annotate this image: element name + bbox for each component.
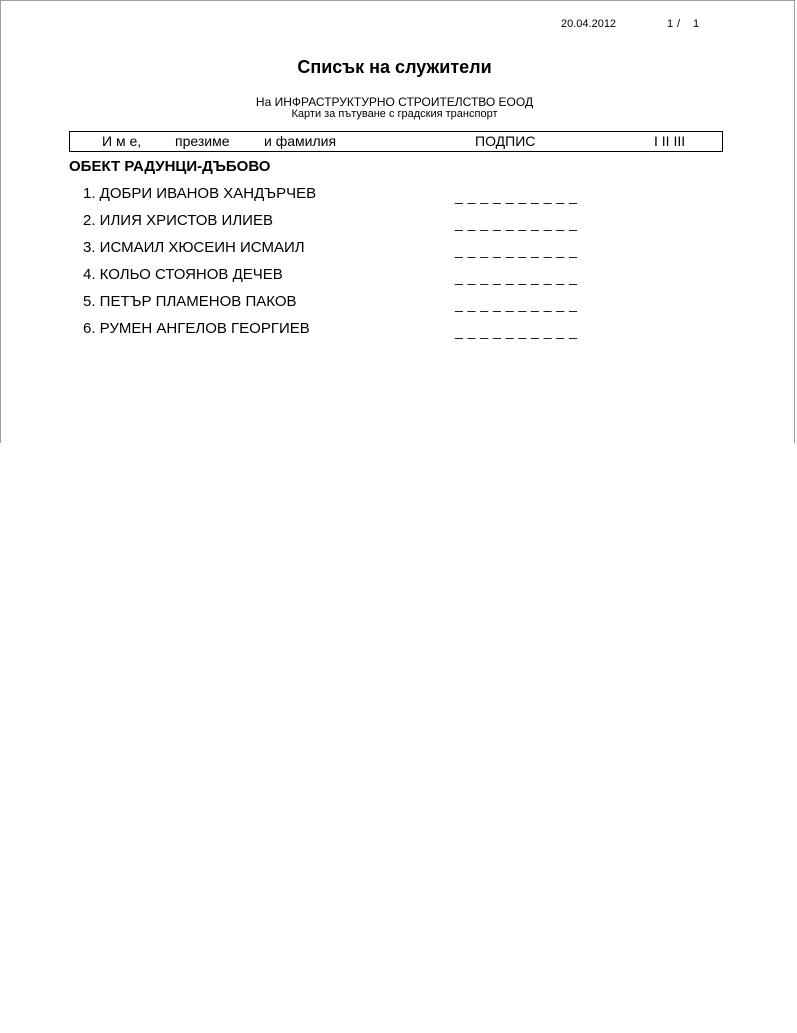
column-header-family-name: и фамилия (264, 133, 337, 149)
signature-line: _ _ _ _ _ _ _ _ _ _ (455, 215, 578, 231)
report-description: Карти за пътуване с градския транспорт (291, 108, 498, 120)
report-title: Списък на служители (297, 57, 492, 77)
employee-name: 2. ИЛИЯ ХРИСТОВ ИЛИЕВ (83, 212, 273, 229)
report-page (0, 0, 795, 443)
column-header-middle-name: презиме (175, 133, 230, 149)
employee-row (83, 212, 643, 232)
signature-line: _ _ _ _ _ _ _ _ _ _ (455, 269, 578, 285)
company-subtitle: На ИНФРАСТРУКТУРНО СТРОИТЕЛСТВО ЕООД (255, 95, 534, 109)
signature-line: _ _ _ _ _ _ _ _ _ _ (455, 323, 578, 339)
signature-line: _ _ _ _ _ _ _ _ _ _ (455, 296, 578, 312)
employee-name: 6. РУМЕН АНГЕЛОВ ГЕОРГИЕВ (83, 320, 310, 337)
employee-name: 1. ДОБРИ ИВАНОВ ХАНДЪРЧЕВ (83, 185, 317, 202)
employee-name: 4. КОЛЬО СТОЯНОВ ДЕЧЕВ (83, 266, 283, 283)
signature-line: _ _ _ _ _ _ _ _ _ _ (455, 242, 578, 258)
page-total: 1 (693, 18, 700, 30)
employee-row (83, 239, 643, 259)
employee-row (83, 185, 643, 205)
section-heading: ОБЕКТ РАДУНЦИ-ДЪБОВО (69, 158, 271, 175)
employee-row (83, 320, 643, 340)
column-header-bar (69, 131, 723, 152)
page-separator: / (677, 18, 681, 30)
print-date: 20.04.2012 (561, 18, 617, 30)
employee-row (83, 293, 643, 313)
employee-name: 5. ПЕТЪР ПЛАМЕНОВ ПАКОВ (83, 293, 297, 310)
column-header-name: И м е, (102, 133, 142, 149)
signature-line: _ _ _ _ _ _ _ _ _ _ (455, 188, 578, 204)
page-current: 1 (667, 18, 674, 30)
employee-row (83, 266, 643, 286)
column-header-shifts: I II III (654, 133, 686, 149)
employee-name: 3. ИСМАИЛ ХЮСЕИН ИСМАИЛ (83, 239, 305, 256)
column-header-signature: ПОДПИС (475, 133, 536, 149)
